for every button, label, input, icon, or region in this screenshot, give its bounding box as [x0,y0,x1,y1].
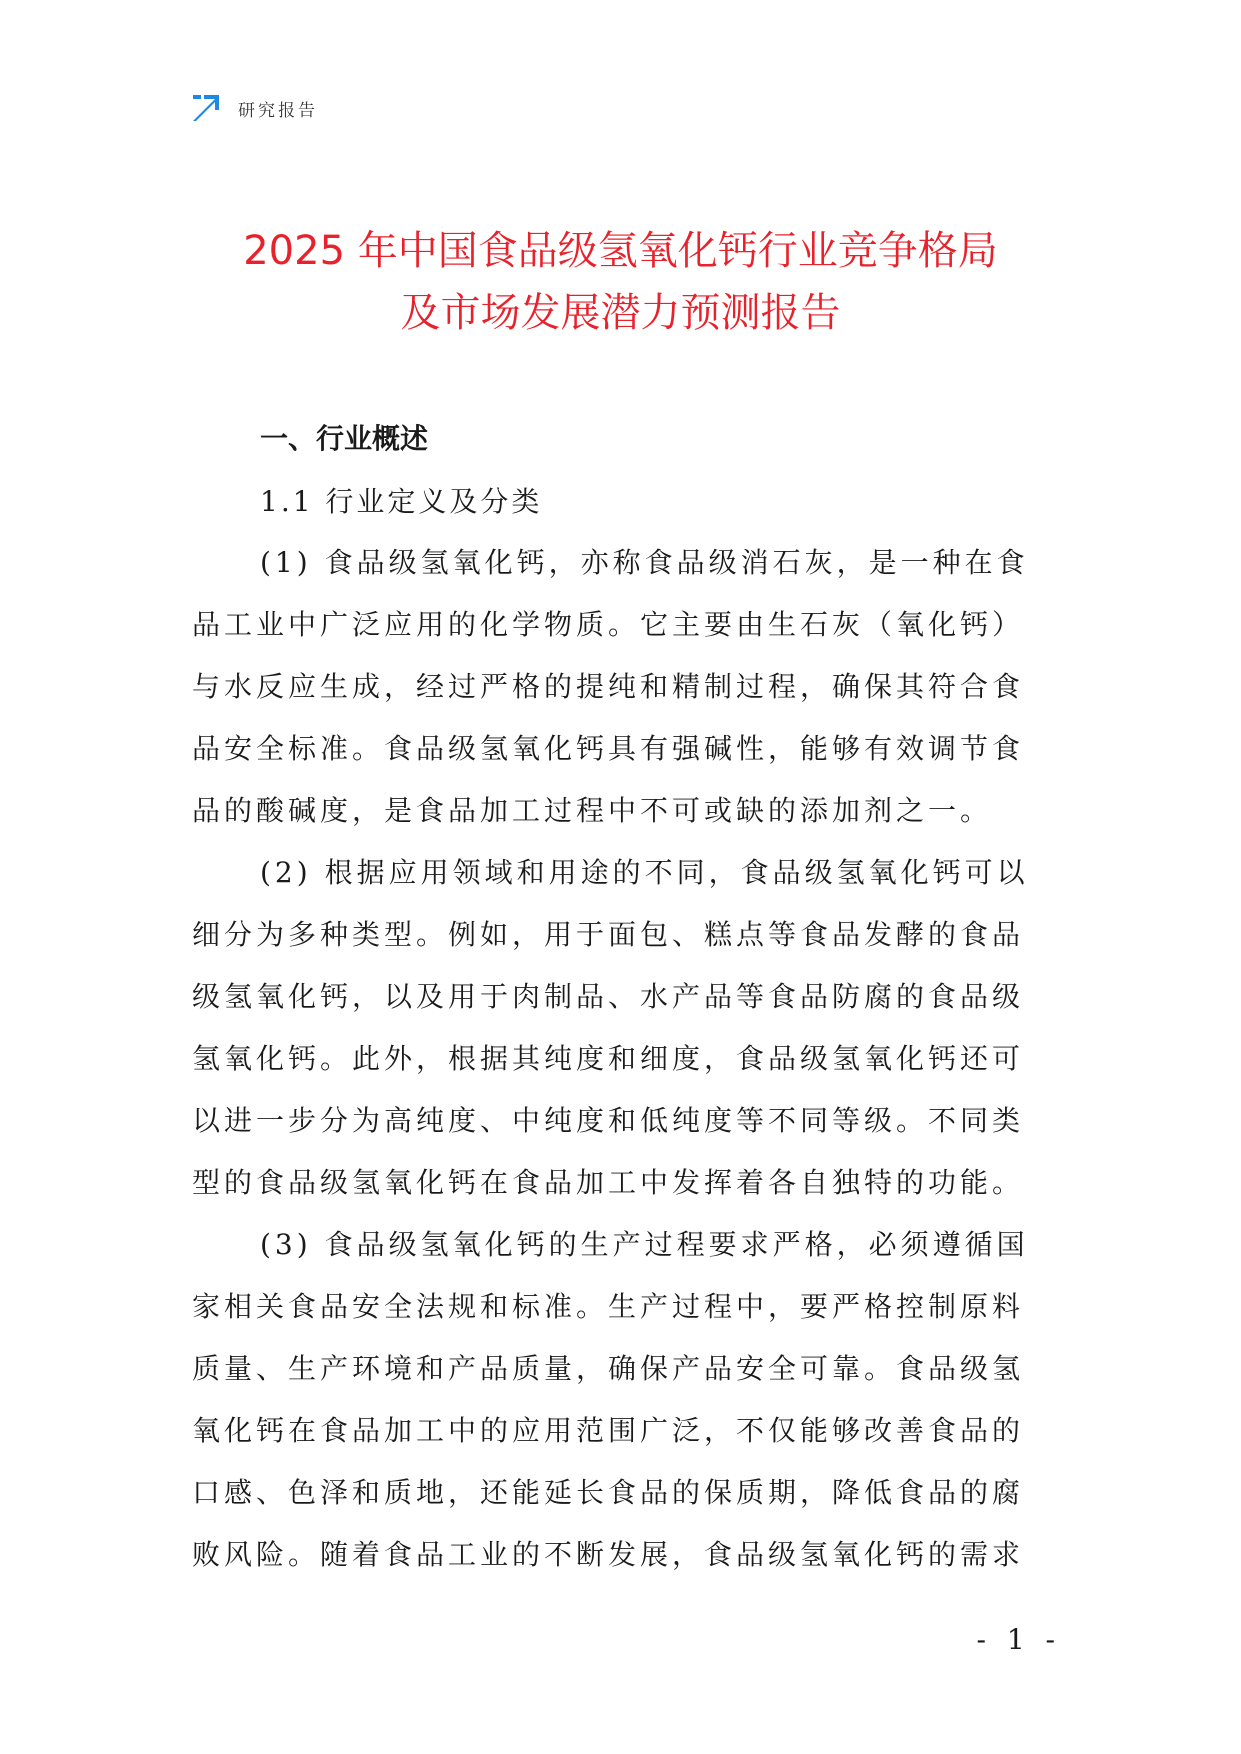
page-number: - 1 - [976,1623,1061,1656]
text-line: 氢氧化钙。此外，根据其纯度和细度，食品级氢氧化钙还可 [192,1042,1025,1075]
title-line-1: 2025 年中国食品级氢氧化钙行业竞争格局 [243,228,998,274]
arrow-up-right-icon [190,92,222,124]
text-line: 型的食品级氢氧化钙在食品加工中发挥着各自独特的功能。 [192,1166,1025,1199]
paragraph-1 [192,532,1062,842]
title-line-2: 及市场发展潜力预测报告 [400,290,841,336]
text-line: 败风险。随着食品工业的不断发展，食品级氢氧化钙的需求 [192,1538,1025,1571]
text-line: 质量、生产环境和产品质量，确保产品安全可靠。食品级氢 [192,1352,1025,1385]
text-line: 与水反应生成，经过严格的提纯和精制过程，确保其符合食 [192,670,1025,703]
text-line: (2) 根据应用领域和用途的不同，食品级氢氧化钙可以 [260,856,1029,889]
text-line: 级氢氧化钙，以及用于肉制品、水产品等食品防腐的食品级 [192,980,1025,1013]
text-line: 家相关食品安全法规和标准。生产过程中，要严格控制原料 [192,1290,1025,1323]
text-line: 品工业中广泛应用的化学物质。它主要由生石灰（氧化钙） [192,608,1025,641]
text-line: 以进一步分为高纯度、中纯度和低纯度等不同等级。不同类 [192,1104,1025,1137]
sub-heading: 1.1 行业定义及分类 [260,485,543,518]
text-line: 品的酸碱度，是食品加工过程中不可或缺的添加剂之一。 [192,794,993,827]
paragraph-2 [192,842,1062,1214]
page-header [190,92,318,124]
text-line: 口感、色泽和质地，还能延长食品的保质期，降低食品的腐 [192,1476,1025,1509]
text-line: 细分为多种类型。例如，用于面包、糕点等食品发酵的食品 [192,918,1025,951]
paragraph-3 [192,1214,1062,1586]
header-label: 研究报告 [238,100,318,121]
document-title [150,220,1091,344]
section-heading: 一、行业概述 [260,422,429,455]
text-line: (1) 食品级氢氧化钙，亦称食品级消石灰，是一种在食 [260,546,1029,579]
document-body [192,414,1062,1586]
text-line: (3) 食品级氢氧化钙的生产过程要求严格，必须遵循国 [260,1228,1029,1261]
text-line: 氧化钙在食品加工中的应用范围广泛，不仅能够改善食品的 [192,1414,1025,1447]
text-line: 品安全标准。食品级氢氧化钙具有强碱性，能够有效调节食 [192,732,1025,765]
